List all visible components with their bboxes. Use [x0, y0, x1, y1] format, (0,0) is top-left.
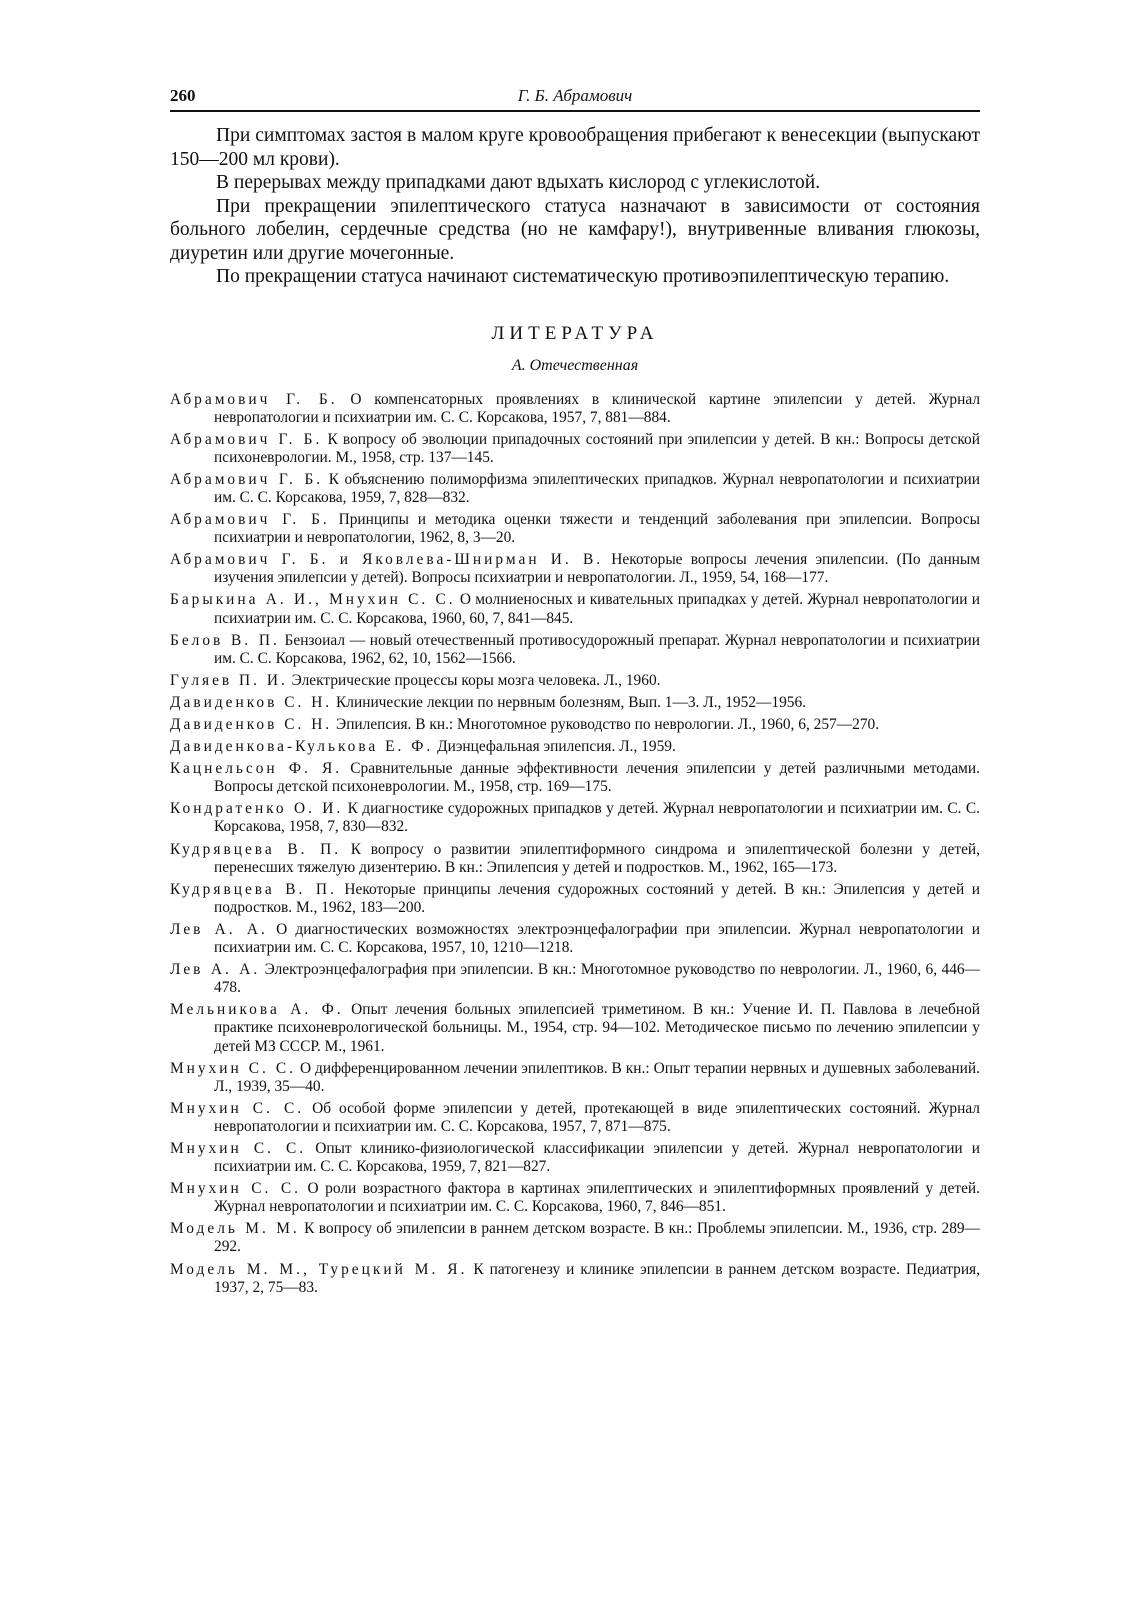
page-header: [170, 78, 980, 112]
reference-text: О роли возрастного фактора в картинах эпилептических и эпилептиформных проявлений у детей. Журнал невропатологии и психиатрии им. С. С. Корсакова, 1960, 7, 846—851.: [214, 1180, 980, 1216]
reference-text: Клинические лекции по нервным болезням, Вып. 1—3. Л., 1952—1956.: [336, 693, 807, 711]
reference-item: [170, 672, 980, 690]
reference-text: О компенсаторных проявлениях в клинической картине эпилепсии у детей. Журнал невропатологии и психиатрии им. С. С. Корсакова, 1957, 7, 881—884.: [214, 390, 981, 426]
reference-author: Кацнельсон Ф. Я.: [170, 760, 343, 778]
reference-text: О дифференцированном лечении эпилептиков. В кн.: Опыт терапии нервных и душевных заболеваний. Л., 1939, 35—40.: [214, 1059, 980, 1095]
reference-author: Модель М. М.: [170, 1220, 300, 1238]
reference-text: Об особой форме эпилепсии у детей, протекающей в виде эпилептических состояний. Журнал невропатологии и психиатрии им. С. С. Корсакова, 1957, 7, 871—875.: [214, 1099, 980, 1135]
reference-author: Абрамович Г. Б.: [170, 390, 338, 408]
reference-author: Барыкина А. И., Мнухин С. С.: [170, 591, 456, 609]
reference-item: [170, 1060, 980, 1096]
reference-author: Кудрявцева В. П.: [170, 880, 337, 898]
reference-author: Мельникова А. Ф.: [170, 1001, 344, 1019]
reference-text: Диэнцефальная эпилепсия. Л., 1959.: [437, 738, 676, 756]
paragraph: При симптомах застоя в малом круге кровообращения прибегают к венесекции (выпускают 150—200 мл крови).: [170, 125, 980, 170]
reference-text: Опыт лечения больных эпилепсией триметином. В кн.: Учение И. П. Павлова в лечебной практике психоневрологической больницы. М., 1954, стр. 94—102. Методическое письмо по лечению эпилепсии у детей МЗ СССР. М., 1961.: [214, 1001, 981, 1055]
reference-item: [170, 841, 980, 877]
reference-text: К вопросу об эпилепсии в раннем детском возрасте. В кн.: Проблемы эпилепсии. М., 1936, стр. 289—292.: [214, 1220, 980, 1256]
reference-item: [170, 1261, 980, 1297]
paragraph: При прекращении эпилептического статуса назначают в зависимости от состояния больного лобелин, сердечные средства (но не камфару!), внутривенные вливания глюкозы, диуретин или другие мочегонные.: [170, 195, 980, 264]
reference-item: [170, 471, 980, 507]
reference-author: Абрамович Г. Б.: [170, 430, 323, 448]
reference-list: [170, 391, 980, 1297]
reference-author: Кудрявцева В. П.: [170, 840, 342, 858]
reference-item: [170, 961, 980, 997]
reference-item: [170, 921, 980, 957]
reference-item: [170, 881, 980, 917]
reference-text: О молниеносных и кивательных припадках у детей. Журнал невропатологии и психиатрии им. С. С. Корсакова, 1960, 60, 7, 841—845.: [214, 591, 981, 627]
paragraph: По прекращении статуса начинают систематическую противоэпилептическую терапию.: [216, 266, 950, 287]
subsection-title: А. Отечественная: [511, 356, 639, 374]
body-text: [170, 124, 980, 289]
reference-author: Лев А. А.: [170, 920, 268, 938]
reference-item: [170, 391, 980, 427]
reference-item: [170, 1140, 980, 1176]
reference-author: Мнухин С. С.: [170, 1099, 305, 1117]
reference-item: [170, 511, 980, 547]
reference-author: Мнухин С. С.: [170, 1180, 302, 1198]
reference-item: [170, 800, 980, 836]
reference-author: Давиденков С. Н.: [170, 716, 333, 733]
reference-author: Модель М. М., Турецкий М. Я.: [170, 1260, 468, 1278]
reference-item: [170, 716, 980, 734]
reference-author: Давиденков С. Н.: [170, 693, 333, 711]
reference-item: [170, 1220, 980, 1256]
reference-item: [170, 431, 980, 467]
reference-author: Мнухин С. С.: [170, 1139, 307, 1157]
reference-text: Опыт клинико-физиологической классификации эпилепсии у детей. Журнал невропатологии и психиатрии им. С. С. Корсакова, 1959, 7, 821—827.: [214, 1139, 980, 1176]
reference-text: Электроэнцефалография при эпилепсии. В кн.: Многотомное руководство по неврологии. Л., 1960, 6, 446—478.: [214, 961, 980, 997]
reference-text: К патогенезу и клинике эпилепсии в раннем детском возрасте. Педиатрия, 1937, 2, 75—83.: [214, 1260, 980, 1296]
reference-text: О диагностических возможностях электроэнцефалографии при эпилепсии. Журнал невропатологии и психиатрии им. С. С. Корсакова, 1957, 10, 1210—1218.: [214, 920, 980, 957]
reference-item: [170, 738, 980, 756]
reference-author: Гуляев П. И.: [170, 671, 288, 689]
reference-author: Давиденкова-Кулькова Е. Ф.: [170, 738, 434, 756]
reference-item: [170, 1001, 980, 1055]
reference-text: К вопросу о развитии эпилептиформного синдрома и эпилептической болезни у детей, перенесших тяжелую дизентерию. В кн.: Эпилепсия у детей и подростков. М., 1962, 165—173.: [214, 840, 980, 876]
section-title: ЛИТЕРАТУРА: [491, 322, 659, 344]
document-page: [170, 78, 980, 1301]
reference-text: Сравнительные данные эффективности лечения эпилепсии у детей различными методами. Вопросы детской психоневрологии. М., 1958, стр. 169—175.: [214, 760, 980, 796]
reference-text: Некоторые принципы лечения судорожных состояний у детей. В кн.: Эпилепсия у детей и подростков. М., 1962, 183—200.: [214, 880, 980, 916]
reference-item: [170, 632, 980, 668]
reference-text: Эпилепсия. В кн.: Многотомное руководство по неврологии. Л., 1960, 6, 257—270.: [336, 716, 880, 733]
reference-item: [170, 1100, 980, 1136]
reference-author: Белов В. П.: [170, 631, 280, 649]
reference-item: [170, 551, 980, 587]
reference-author: Абрамович Г. Б.: [170, 470, 324, 488]
reference-author: Лев А. А.: [170, 961, 261, 979]
reference-item: [170, 591, 980, 627]
running-head: Г. Б. Абрамович: [517, 86, 633, 105]
reference-author: Мнухин С. С.: [170, 1059, 296, 1077]
reference-item: [170, 1180, 980, 1216]
reference-text: Электрические процессы коры мозга человека. Л., 1960.: [291, 671, 661, 689]
reference-text: Принципы и методика оценки тяжести и тенденций заболевания при эпилепсии. Вопросы психиатрии и невропатологии, 1962, 8, 3—20.: [214, 511, 981, 547]
reference-item: [170, 694, 980, 712]
reference-text: Бензоиал — новый отечественный противосудорожный препарат. Журнал невропатологии и психиатрии им. С. С. Корсакова, 1962, 62, 10, 1562—1566.: [214, 631, 980, 667]
reference-author: Абрамович Г. Б.: [170, 511, 330, 529]
reference-text: К объяснению полиморфизма эпилептических припадков. Журнал невропатологии и психиатрии им. С. С. Корсакова, 1959, 7, 828—832.: [214, 470, 980, 506]
reference-author: Кондратенко О. И.: [170, 800, 344, 818]
reference-author: Абрамович Г. Б. и Яковлева-Шнирман И. В.: [170, 551, 604, 569]
page-number: 260: [170, 86, 196, 105]
reference-text: К диагностике судорожных припадков у детей. Журнал невропатологии и психиатрии им. С. С. Корсакова, 1958, 7, 830—832.: [214, 800, 980, 836]
paragraph: В перерывах между припадками дают вдыхать кислород с углекислотой.: [216, 172, 821, 193]
reference-text: Некоторые вопросы лечения эпилепсии. (По данным изучения эпилепсии у детей). Вопросы психиатрии и невропатологии. Л., 1959, 54, 168—177.: [214, 551, 981, 587]
reference-item: [170, 760, 980, 796]
reference-text: К вопросу об эволюции припадочных состояний при эпилепсии у детей. В кн.: Вопросы детской психоневрологии. М., 1958, стр. 137—145.: [214, 430, 980, 466]
